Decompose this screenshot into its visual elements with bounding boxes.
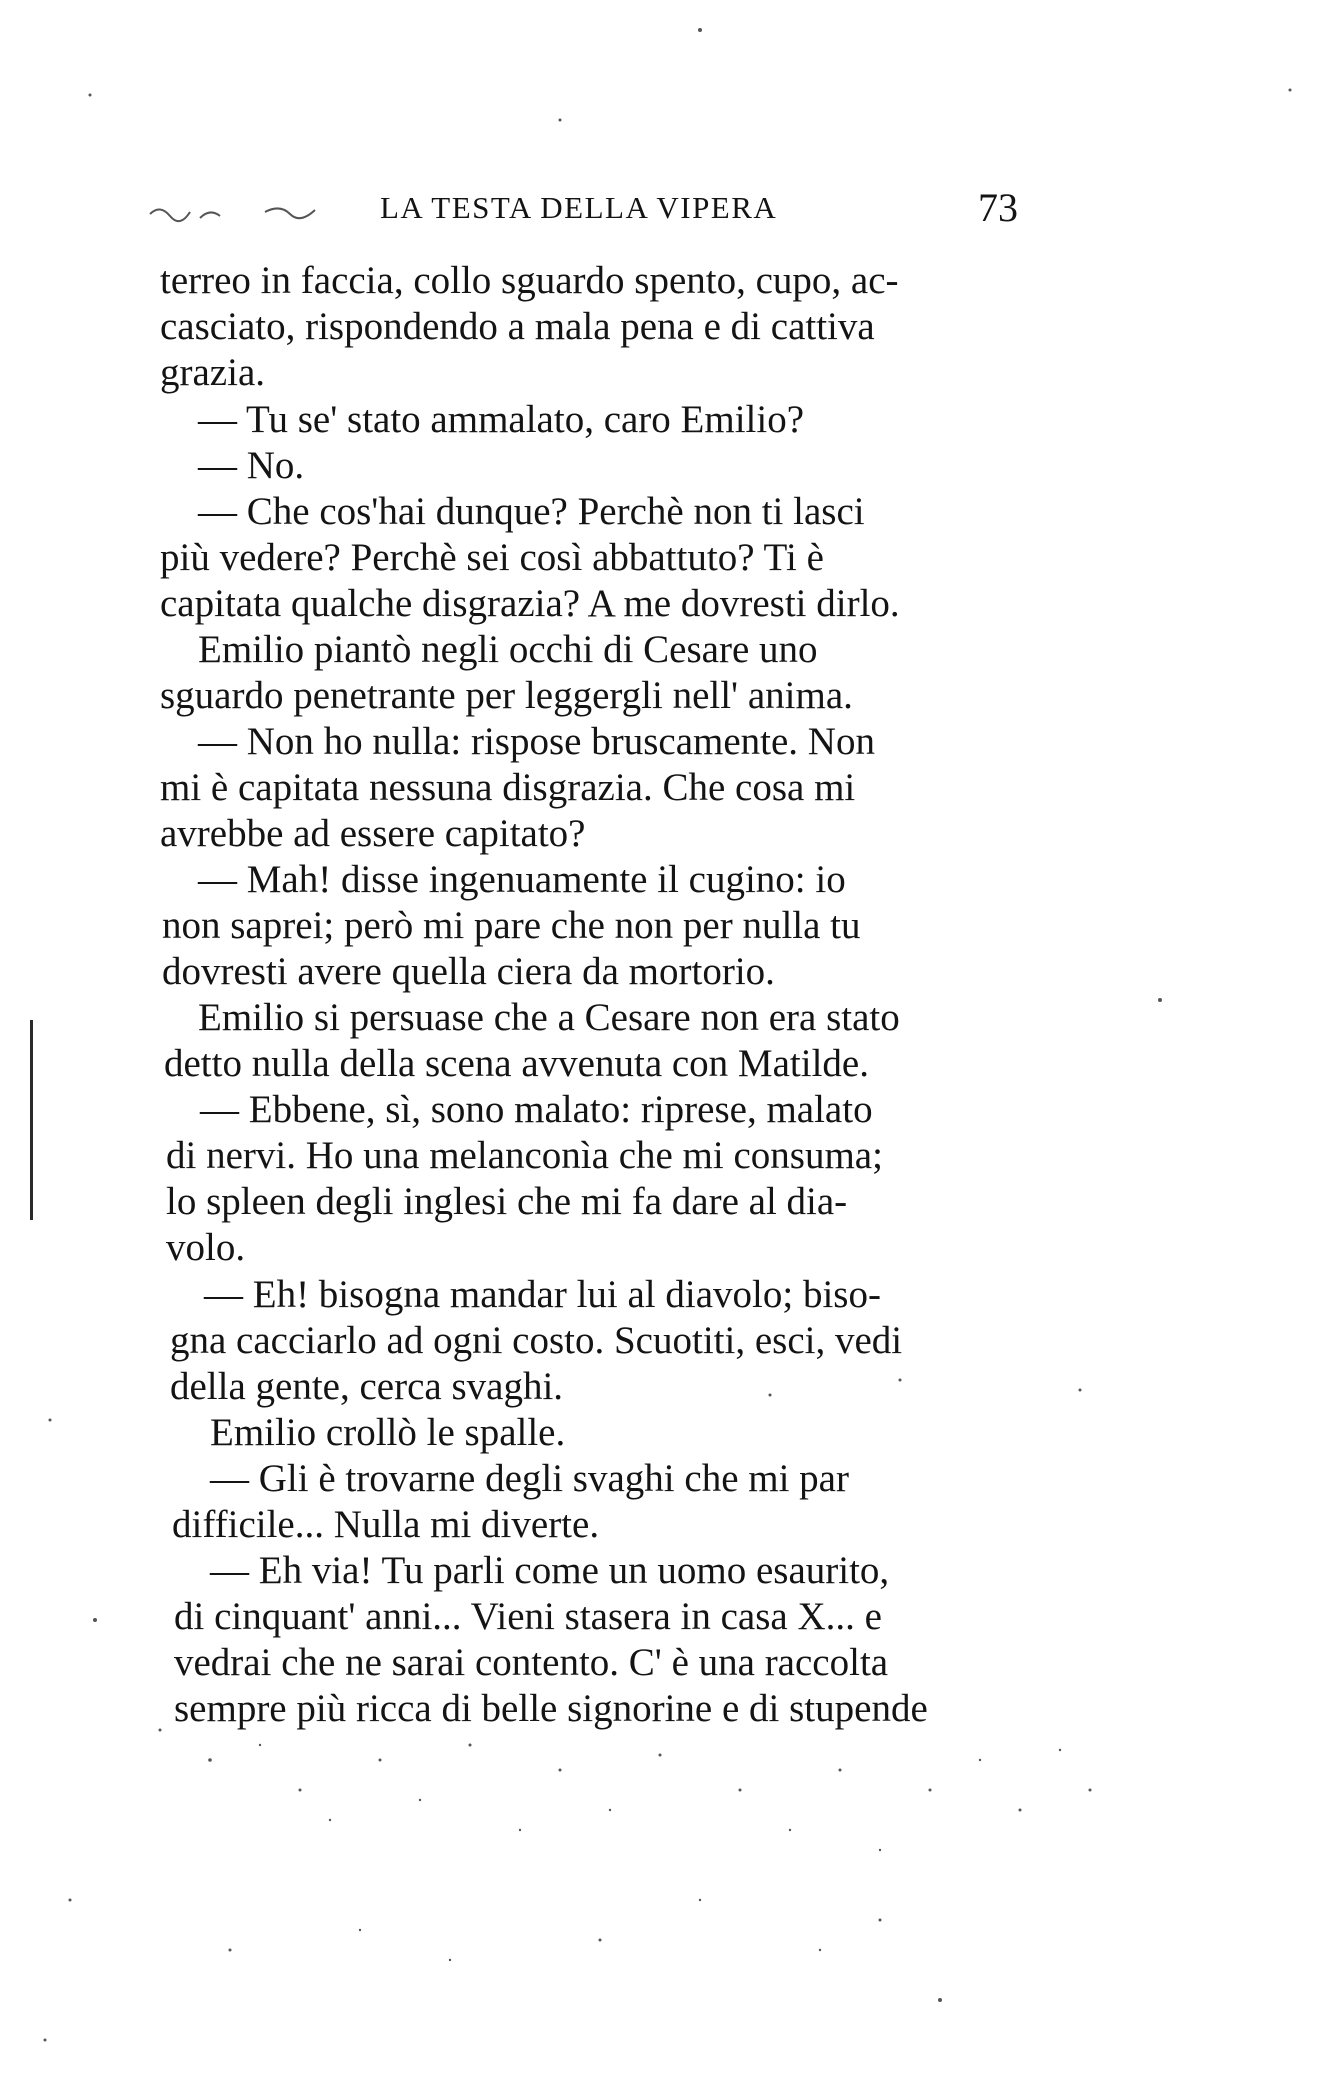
text-line: Emilio crollò le spalle.	[210, 1411, 566, 1454]
text-line: non saprei; però mi pare che non per nulla tu	[162, 904, 861, 947]
text-line: capitata qualche disgrazia? A me dovresti dirlo.	[160, 582, 900, 625]
text-line: — Eh via! Tu parli come un uomo esaurito,	[210, 1549, 890, 1592]
text-line: grazia.	[160, 351, 266, 394]
text-line: — Mah! disse ingenuamente il cugino: io	[198, 858, 846, 901]
text-line: vedrai che ne sarai contento. C' è una raccolta	[174, 1641, 889, 1684]
text-line: — Ebbene, sì, sono malato: riprese, malato	[200, 1088, 873, 1131]
text-line: — Non ho nulla: rispose bruscamente. Non	[198, 720, 875, 763]
text-line: avrebbe ad essere capitato?	[160, 812, 586, 855]
text-line: — Eh! bisogna mandar lui al diavolo; biso-	[204, 1273, 881, 1316]
text-line: dovresti avere quella ciera da mortorio.	[162, 950, 775, 993]
text-line: lo spleen degli inglesi che mi fa dare al dia-	[166, 1180, 848, 1223]
text-line: Emilio piantò negli occhi di Cesare uno	[198, 628, 818, 671]
text-line: sguardo penetrante per leggergli nell' anima.	[160, 674, 853, 717]
text-line: della gente, cerca svaghi.	[170, 1365, 564, 1408]
text-line: di nervi. Ho una melanconìa che mi consuma;	[166, 1134, 883, 1177]
text-line: — Gli è trovarne degli svaghi che mi par	[210, 1457, 849, 1500]
text-line: terreo in faccia, collo sguardo spento, cupo, ac-	[160, 259, 899, 302]
page-number: 73	[978, 185, 1018, 230]
text-line: mi è capitata nessuna disgrazia. Che cosa mi	[160, 766, 856, 809]
text-line: — Che cos'hai dunque? Perchè non ti lasci	[198, 490, 865, 533]
running-title: LA TESTA DELLA VIPERA	[380, 190, 778, 225]
text-line: gna cacciarlo ad ogni costo. Scuotiti, esci, vedi	[170, 1319, 903, 1362]
text-line: casciato, rispondendo a mala pena e di cattiva	[160, 305, 875, 348]
text-line: — Tu se' stato ammalato, caro Emilio?	[198, 398, 805, 441]
text-line: — No.	[198, 444, 305, 487]
text-line: Emilio si persuase che a Cesare non era stato	[198, 996, 900, 1039]
text-line: più vedere? Perchè sei così abbattuto? Ti è	[160, 536, 824, 579]
text-line: sempre più ricca di belle signorine e di stupende	[174, 1687, 928, 1730]
text-line: detto nulla della scena avvenuta con Matilde.	[164, 1042, 869, 1085]
text-line: difficile... Nulla mi diverte.	[172, 1503, 600, 1546]
text-line: volo.	[166, 1226, 246, 1269]
text-line: di cinquant' anni... Vieni stasera in casa X... e	[174, 1595, 882, 1638]
